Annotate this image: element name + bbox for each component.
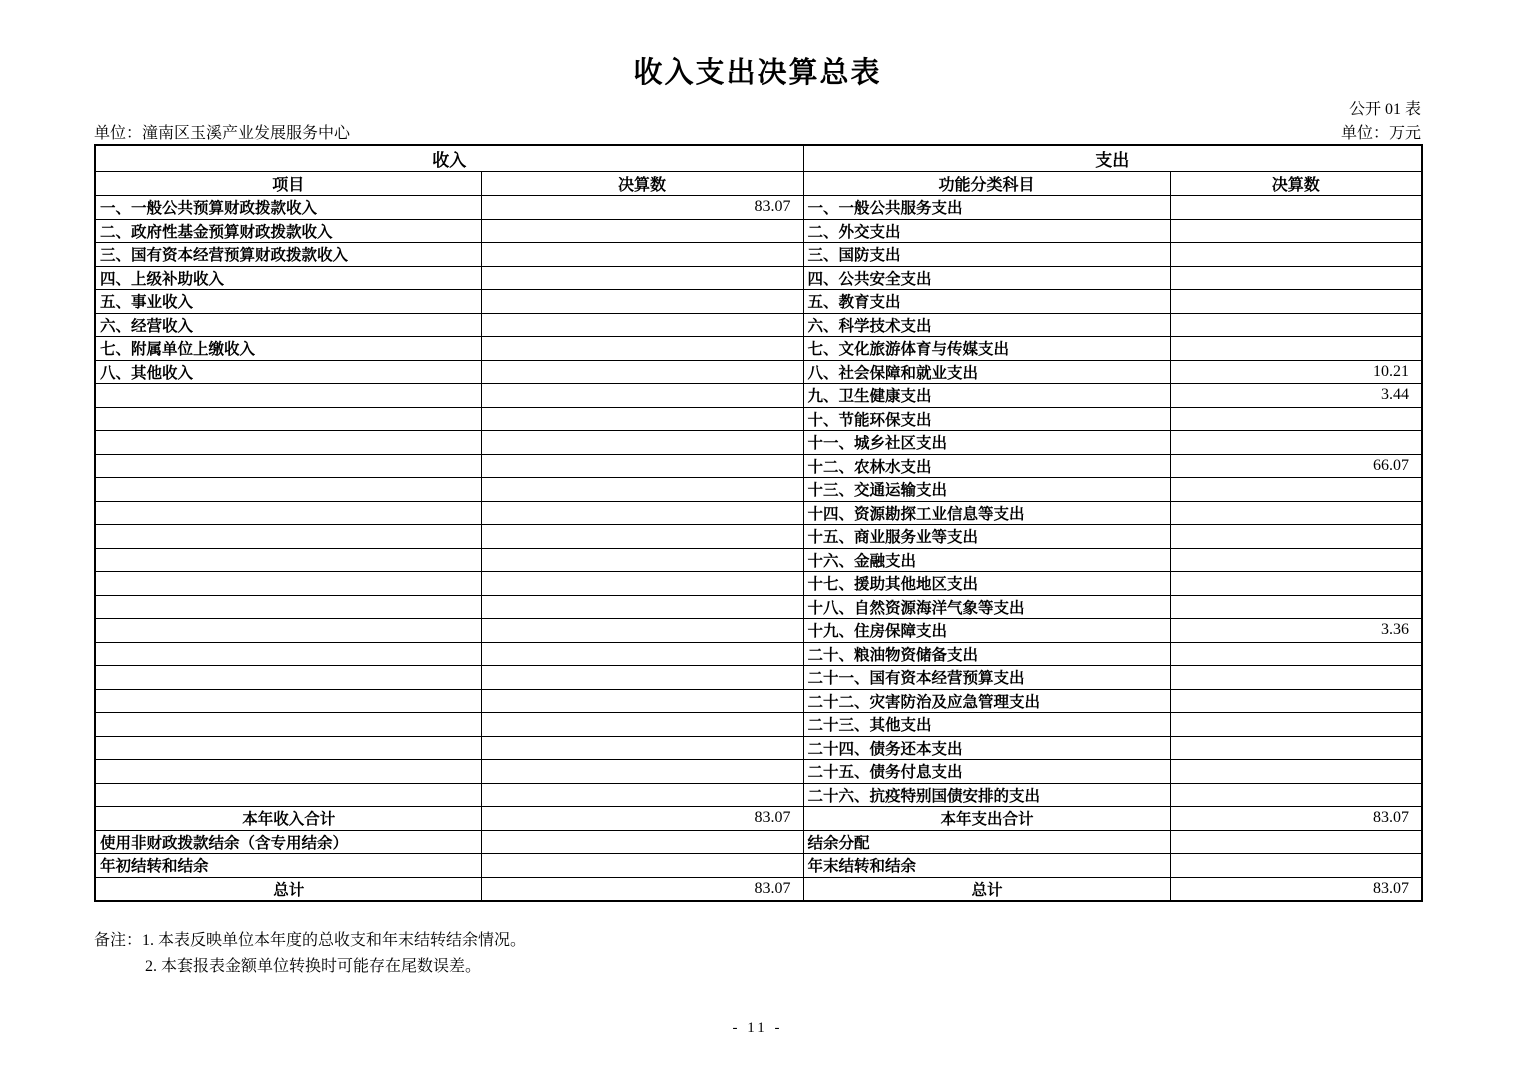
- income-value-cell: [481, 642, 803, 666]
- income-value-cell: [481, 384, 803, 408]
- notes: [94, 928, 526, 980]
- table-row: [95, 384, 1422, 408]
- income-item-cell: 七、附属单位上缴收入: [95, 337, 481, 361]
- table-body: [95, 196, 1422, 902]
- table-row: [95, 219, 1422, 243]
- expense-value-cell: [1170, 196, 1422, 220]
- income-value-cell: [481, 689, 803, 713]
- table-row: [95, 783, 1422, 807]
- expense-value-cell: [1170, 266, 1422, 290]
- expense-item-cell: 十四、资源勘探工业信息等支出: [803, 501, 1170, 525]
- expense-value-cell: [1170, 783, 1422, 807]
- expense-item-cell: 六、科学技术支出: [803, 313, 1170, 337]
- income-item-cell: [95, 736, 481, 760]
- expense-item-cell: 二十三、其他支出: [803, 713, 1170, 737]
- income-item-cell: 本年收入合计: [95, 807, 481, 831]
- income-value-cell: [481, 243, 803, 267]
- income-value-cell: [481, 290, 803, 314]
- table-row: [95, 431, 1422, 455]
- expense-section-header: 支出: [803, 145, 1422, 172]
- income-item-cell: 五、事业收入: [95, 290, 481, 314]
- income-value-cell: [481, 478, 803, 502]
- table-row: [95, 360, 1422, 384]
- expense-value-cell: [1170, 243, 1422, 267]
- income-item-cell: [95, 431, 481, 455]
- table-row: [95, 760, 1422, 784]
- expense-item-cell: 年末结转和结余: [803, 854, 1170, 878]
- note-line-2: 2. 本套报表金额单位转换时可能存在尾数误差。: [145, 958, 482, 975]
- income-value-cell: [481, 736, 803, 760]
- expense-item-cell: 本年支出合计: [803, 807, 1170, 831]
- income-value-cell: [481, 783, 803, 807]
- expense-value-cell: [1170, 595, 1422, 619]
- expense-item-cell: 十七、援助其他地区支出: [803, 572, 1170, 596]
- income-value-cell: [481, 360, 803, 384]
- expense-item-cell: 十、节能环保支出: [803, 407, 1170, 431]
- income-item-cell: 总计: [95, 877, 481, 901]
- table-row: [95, 830, 1422, 854]
- income-item-cell: [95, 666, 481, 690]
- table-row: [95, 337, 1422, 361]
- income-value-column-header: 决算数: [481, 172, 803, 196]
- table-row: [95, 689, 1422, 713]
- table-row: [95, 454, 1422, 478]
- expense-item-cell: 三、国防支出: [803, 243, 1170, 267]
- income-item-cell: [95, 407, 481, 431]
- income-value-cell: [481, 595, 803, 619]
- table-row: [95, 290, 1422, 314]
- table-code-label: 公开 01 表: [1348, 101, 1421, 118]
- income-value-cell: [481, 854, 803, 878]
- income-item-cell: [95, 642, 481, 666]
- unit-money-label: 单位：万元: [1340, 125, 1421, 142]
- expense-value-cell: [1170, 689, 1422, 713]
- expense-item-cell: 十九、住房保障支出: [803, 619, 1170, 643]
- section-header-row: [95, 145, 1422, 172]
- income-item-cell: 年初结转和结余: [95, 854, 481, 878]
- income-item-cell: [95, 548, 481, 572]
- income-value-cell: [481, 713, 803, 737]
- table-row: [95, 619, 1422, 643]
- income-item-cell: [95, 713, 481, 737]
- expense-item-cell: 五、教育支出: [803, 290, 1170, 314]
- table-row: [95, 478, 1422, 502]
- table-row: [95, 266, 1422, 290]
- expense-item-column-header: 功能分类科目: [803, 172, 1170, 196]
- expense-item-cell: 十六、金融支出: [803, 548, 1170, 572]
- expense-value-cell: [1170, 478, 1422, 502]
- income-item-cell: 二、政府性基金预算财政拨款收入: [95, 219, 481, 243]
- expense-value-cell: 3.44: [1170, 384, 1422, 408]
- expense-value-cell: [1170, 525, 1422, 549]
- expense-value-cell: [1170, 313, 1422, 337]
- income-value-cell: [481, 525, 803, 549]
- expense-item-cell: 二十六、抗疫特别国债安排的支出: [803, 783, 1170, 807]
- income-item-column-header: 项目: [95, 172, 481, 196]
- income-item-cell: 八、其他收入: [95, 360, 481, 384]
- table-row: [95, 501, 1422, 525]
- expense-item-cell: 十八、自然资源海洋气象等支出: [803, 595, 1170, 619]
- income-item-cell: [95, 619, 481, 643]
- expense-value-cell: 10.21: [1170, 360, 1422, 384]
- table-row: [95, 877, 1422, 901]
- expense-item-cell: 十三、交通运输支出: [803, 478, 1170, 502]
- table-row: [95, 595, 1422, 619]
- expense-item-cell: 一、一般公共服务支出: [803, 196, 1170, 220]
- income-item-cell: 一、一般公共预算财政拨款收入: [95, 196, 481, 220]
- table-row: [95, 407, 1422, 431]
- income-value-cell: 83.07: [481, 196, 803, 220]
- table-row: [95, 666, 1422, 690]
- column-header-row: [95, 172, 1422, 196]
- income-value-cell: [481, 454, 803, 478]
- expense-item-cell: 八、社会保障和就业支出: [803, 360, 1170, 384]
- table-row: [95, 572, 1422, 596]
- expense-value-cell: [1170, 290, 1422, 314]
- income-item-cell: [95, 454, 481, 478]
- income-value-cell: [481, 572, 803, 596]
- income-value-cell: [481, 431, 803, 455]
- expense-value-cell: [1170, 760, 1422, 784]
- income-value-cell: [481, 666, 803, 690]
- table-row: [95, 243, 1422, 267]
- expense-item-cell: 结余分配: [803, 830, 1170, 854]
- income-value-cell: [481, 313, 803, 337]
- table-row: [95, 548, 1422, 572]
- expense-item-cell: 二十、粮油物资储备支出: [803, 642, 1170, 666]
- income-value-cell: [481, 548, 803, 572]
- income-item-cell: [95, 689, 481, 713]
- income-item-cell: 使用非财政拨款结余（含专用结余）: [95, 830, 481, 854]
- expense-value-cell: [1170, 431, 1422, 455]
- expense-value-cell: 3.36: [1170, 619, 1422, 643]
- expense-item-cell: 二十四、债务还本支出: [803, 736, 1170, 760]
- expense-value-cell: [1170, 572, 1422, 596]
- income-item-cell: [95, 478, 481, 502]
- income-item-cell: 四、上级补助收入: [95, 266, 481, 290]
- expense-item-cell: 九、卫生健康支出: [803, 384, 1170, 408]
- income-value-cell: 83.07: [481, 877, 803, 901]
- expense-item-cell: 十二、农林水支出: [803, 454, 1170, 478]
- expense-item-cell: 十一、城乡社区支出: [803, 431, 1170, 455]
- income-value-cell: [481, 760, 803, 784]
- page-number: - 11 -: [732, 1020, 783, 1036]
- income-section-header: 收入: [95, 145, 803, 172]
- table-row: [95, 854, 1422, 878]
- expense-value-cell: [1170, 642, 1422, 666]
- income-item-cell: 三、国有资本经营预算财政拨款收入: [95, 243, 481, 267]
- income-value-cell: [481, 501, 803, 525]
- income-value-cell: [481, 407, 803, 431]
- expense-value-cell: [1170, 501, 1422, 525]
- table-row: [95, 642, 1422, 666]
- table-row: [95, 196, 1422, 220]
- income-value-cell: [481, 830, 803, 854]
- income-value-cell: [481, 619, 803, 643]
- income-item-cell: [95, 501, 481, 525]
- expense-value-cell: [1170, 666, 1422, 690]
- expense-item-cell: 七、文化旅游体育与传媒支出: [803, 337, 1170, 361]
- meta-row: [94, 120, 1421, 143]
- expense-value-cell: 66.07: [1170, 454, 1422, 478]
- expense-value-cell: [1170, 830, 1422, 854]
- income-item-cell: [95, 760, 481, 784]
- income-value-cell: [481, 266, 803, 290]
- expense-item-cell: 二十五、债务付息支出: [803, 760, 1170, 784]
- table-row: [95, 736, 1422, 760]
- unit-name-label: 单位：潼南区玉溪产业发展服务中心: [94, 125, 351, 142]
- expense-value-cell: [1170, 854, 1422, 878]
- expense-value-cell: [1170, 337, 1422, 361]
- table-row: [95, 807, 1422, 831]
- income-value-cell: 83.07: [481, 807, 803, 831]
- expense-value-cell: [1170, 713, 1422, 737]
- expense-value-cell: 83.07: [1170, 807, 1422, 831]
- table-row: [95, 313, 1422, 337]
- expense-item-cell: 二十一、国有资本经营预算支出: [803, 666, 1170, 690]
- expense-value-cell: [1170, 548, 1422, 572]
- income-item-cell: [95, 525, 481, 549]
- income-value-cell: [481, 219, 803, 243]
- income-item-cell: [95, 595, 481, 619]
- summary-table: [94, 144, 1423, 902]
- expense-item-cell: 十五、商业服务业等支出: [803, 525, 1170, 549]
- income-item-cell: [95, 783, 481, 807]
- note-line-1: 备注：1. 本表反映单位本年度的总收支和年末结转结余情况。: [94, 932, 527, 949]
- expense-value-cell: [1170, 736, 1422, 760]
- expense-value-cell: [1170, 407, 1422, 431]
- expense-value-cell: 83.07: [1170, 877, 1422, 901]
- expense-value-cell: [1170, 219, 1422, 243]
- expense-item-cell: 总计: [803, 877, 1170, 901]
- income-value-cell: [481, 337, 803, 361]
- expense-item-cell: 二十二、灾害防治及应急管理支出: [803, 689, 1170, 713]
- expense-item-cell: 四、公共安全支出: [803, 266, 1170, 290]
- income-item-cell: 六、经营收入: [95, 313, 481, 337]
- expense-value-column-header: 决算数: [1170, 172, 1422, 196]
- income-item-cell: [95, 572, 481, 596]
- income-item-cell: [95, 384, 481, 408]
- table-row: [95, 713, 1422, 737]
- page-title: 收入支出决算总表: [633, 57, 882, 89]
- table-row: [95, 525, 1422, 549]
- expense-item-cell: 二、外交支出: [803, 219, 1170, 243]
